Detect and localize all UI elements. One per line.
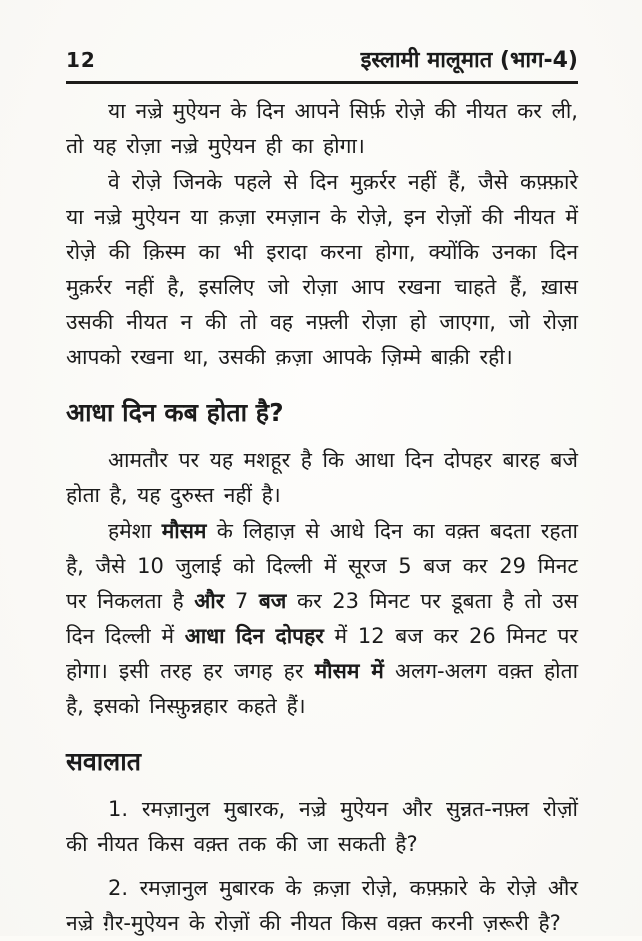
body-text: अलग-अलग वक़्त होता है, इसको निस्फ़ुन्नहार कहते हैं। <box>66 659 579 718</box>
body-text: 2. रमज़ानुल मुबारक के क़ज़ा रोज़े, कफ़्फ़ारे के रोज़े और नज़्रे ग़ैर-मुऐयन के रोज़ों की नीयत किस वक़्त करनी ज़रूरी है? <box>66 876 578 935</box>
section-heading: सवालात <box>66 747 141 776</box>
body-text: या नज़्रे मुऐयन के दिन आपने सिर्फ़ रोज़े की नीयत कर ली, तो यह रोज़ा नज़्रे मुऐयन ही का होगा। <box>66 99 578 158</box>
body-text: कर 23 मिनट पर डूबता है तो उस दिन दिल्ली में <box>66 589 578 648</box>
emphasized-text: मौसम <box>161 519 207 543</box>
section-heading: आधा दिन कब होता है? <box>66 398 284 427</box>
page-title: इस्लामी मालूमात (भाग-4) <box>360 48 578 73</box>
body-text: हमेशा <box>108 519 162 543</box>
emphasized-text: मौसम में <box>314 659 384 683</box>
paragraph <box>66 514 578 724</box>
page-content <box>66 94 578 941</box>
emphasized-text: और <box>194 589 225 613</box>
emphasized-text: बज <box>258 589 287 613</box>
page-number: 12 <box>66 48 96 72</box>
emphasized-text: आधा दिन दोपहर <box>184 624 324 648</box>
body-text: वे रोज़े जिनके पहले से दिन मुक़र्रर नहीं हैं, जैसे कफ़्फ़ारे या नज़्रे मुऐयन या क़ज़ा रमज़ान के रोज़े, इन रोज़ों की नीयत में रोज़े की क़िस्म का भी इरादा करना होगा, क्योंकि उनका दिन मुक़र्रर नहीं है, इसलिए जो रोज़ा आप रखना चाहते हैं, ख़ास उसकी नीयत न की तो वह नफ़्ली रोज़ा हो जाएगा, जो रोज़ा आपको रखना था, उसकी क़ज़ा आपके ज़िम्मे बाक़ी रही। <box>66 170 578 369</box>
page-header <box>66 44 578 84</box>
body-text: में 12 बज कर 26 मिनट पर होगा। इसी तरह हर जगह हर <box>66 624 578 683</box>
body-text: आमतौर पर यह मशहूर है कि आधा दिन दोपहर बारह बजे होता है, यह दुरुस्त नहीं है। <box>66 448 578 507</box>
body-text: 1. रमज़ानुल मुबारक, नज़्रे मुऐयन और सुन्नत-नफ़्ल रोज़ों की नीयत किस वक़्त तक की जा सकती है? <box>66 797 578 856</box>
body-text: 7 <box>224 589 259 613</box>
question-paragraph <box>66 792 578 862</box>
paragraph <box>66 94 578 164</box>
paragraph <box>66 443 578 513</box>
paragraph <box>66 165 578 375</box>
question-paragraph <box>66 871 578 941</box>
body-text: के लिहाज़ से आधे दिन का वक़्त बदता रहता है, जैसे 10 जुलाई को दिल्ली में सूरज 5 बज कर 29 मिनट पर निकलता है <box>66 519 578 613</box>
